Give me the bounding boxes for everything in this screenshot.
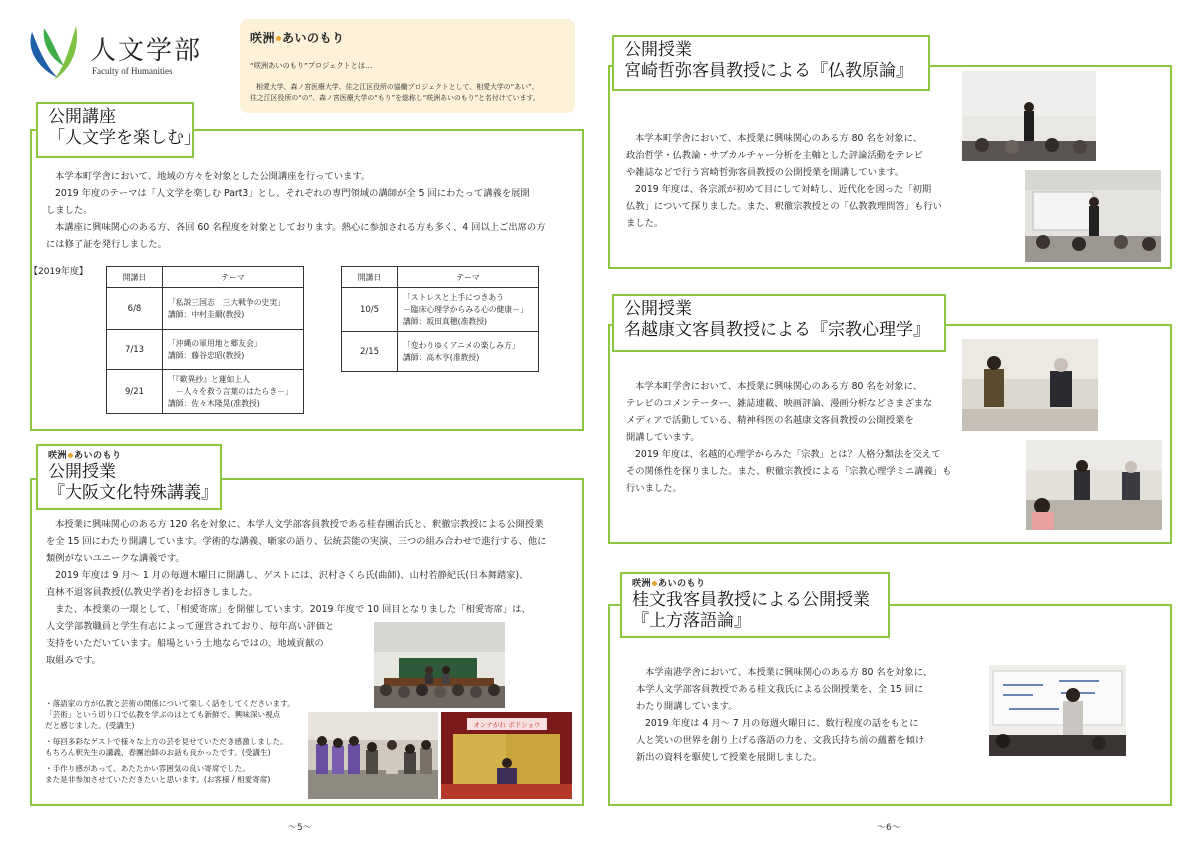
table-row: 9/21 「『歎異抄』と蓮如上人 －人々を救う言葉のはたらき－」 講師：佐々木隆晃(准教授) <box>107 370 304 414</box>
katsura-bunga-lecture-photo <box>989 665 1126 756</box>
rakugo-stage-photo <box>441 712 572 799</box>
section5-brand: 咲洲 あいのもり <box>632 579 706 589</box>
year-label: 【2019年度】 <box>29 267 88 277</box>
faculty-logo <box>24 22 214 82</box>
section4-body: 本学本町学舎において、本授業に興味関心のある方 80 名を対象に、 テレビのコメンテーター、雑誌連載、映画評論、漫画分析などさまざまな メディアで活動している、精神科医の名越康文客員教授の公開授業を 開講しています。 2019 年度は、名越的心理学からみた「宗教」とは？人格分類法を交えて その関係性を探りました。また、釈徹宗教授による「宗教心理学ミニ講義」も 行いました。 <box>626 381 952 494</box>
section2-body: 本授業に興味関心のある方 120 名を対象に、本学人文学部客員教授である桂春團治氏と、釈徹宗教授による公開授業 を全 15 回にわたり開講しています。学術的な講義、噺家の語り、伝統芸能の実演、三つの組み合わせで進行する、他に 類例がないユニークな講義です。 2019 年度は 9 月～ 1 月の毎週木曜日に開講し、ゲストには、沢村さくら氏(曲師)、山村若静紀氏(日本舞踏家)、 直林不退客員教授(仏教史学者)をお招きしました。 また、本授業の一環として、「相愛寄席」を開催しています。2019 年度で 10 回目となりました「相愛寄席」は、 人文学部教職員と学生有志によって運営されており、毎年高い評価と 支持をいただいています。船場という土地ならではの、地域貢献の 取組みです。 <box>46 519 547 666</box>
section1-title: 公開講座 「人文学を楽しむ」 <box>36 102 194 158</box>
section2-brand: 咲洲 あいのもり <box>48 451 122 461</box>
section2-comments: ・落語家の方が仏教と芸術の関係について楽しく話をしてくださいます。 「芸術」という切り口で仏教を学ぶのはとても新鮮で、興味深い視点 だと感じました。(受講生) ・毎回多彩なゲストで様々な上方の芸を見せていただき感激しました。 もちろん釈先生の講義、春團治師のお話も良かったです。(受講生) ・手作り感があって、あたたかい雰囲気の良い寄席でした。 また是非参加させていただきたいと思います。(お客様 / 相愛寄席) <box>45 699 295 784</box>
logo-subtitle: Faculty of Humanities <box>92 66 173 76</box>
promo-line1: “咲洲あいのもり”プロジェクトとは… <box>250 61 373 70</box>
table-row: 2/15 「変わりゆくアニメの楽しみ方」 講師：高木亨(准教授) <box>342 332 539 372</box>
table-row: 10/5 「ストレスと上手につきあう －臨床心理学からみる心の健康－」 講師：坂田真穂(准教授) <box>342 288 539 332</box>
rakugo-lecture-photo <box>374 622 505 708</box>
schedule-table-right <box>341 266 539 372</box>
table-row: 7/13 「沖縄の軍用地と郷友会」 講師：藤谷忠昭(教授) <box>107 330 304 370</box>
miyazaki-lecture-photo-2 <box>1025 170 1161 262</box>
nakoshi-lecture-photo-2 <box>1026 440 1162 530</box>
col-theme: テーマ <box>398 267 539 288</box>
promo-brand: 咲洲 あいのもり <box>250 31 345 45</box>
section1-body: 本学本町学舎において、地域の方々を対象とした公開講座を行っています。 2019 年度のテーマは「人文学を楽しむ Part3」とし、それぞれの専門領域の講師が全 5 回にわたって講義を展開 しました。 本講座に興味関心のある方、各回 60 名程度を対象としております。熱心に参加される方も多く、4 回以上ご出席の方 には修了証を発行しました。 <box>46 171 546 250</box>
promo-line2: 相愛大学、森ノ宮医療大学、住之江区役所の協働プロジェクトとして、相愛大学の“あい”、 <box>256 83 539 91</box>
section5-title: 咲洲 あいのもり 桂文我客員教授による公開授業 『上方落語論』 <box>620 572 890 638</box>
section2-title: 咲洲 あいのもり 公開授業 『大阪文化特殊講義』 <box>36 444 222 510</box>
section3-title: 公開授業 宮崎哲弥客員教授による『仏教原論』 <box>612 35 930 91</box>
miyazaki-lecture-photo-1 <box>962 71 1096 161</box>
page-number-left: ～5～ <box>288 823 312 833</box>
col-date: 開講日 <box>342 267 398 288</box>
audience-photo <box>308 712 438 799</box>
col-theme: テーマ <box>163 267 304 288</box>
col-date: 開講日 <box>107 267 163 288</box>
promo-line3: 住之江区役所の“の”、森ノ宮医療大学の“もり”を総称し“咲洲あいのもり”と名付けています。 <box>250 94 540 102</box>
section3-body: 本学本町学舎において、本授業に興味関心のある方 80 名を対象に、 政治哲学・仏教論・サブカルチャー分析を主軸とした評論活動をテレビ や雑誌などで行う宮崎哲弥客員教授の公開授業を開講しています。 2019 年度は、各宗派が初めて目にして対峙し、近代化を図った「初期 仏教」について探りました。また、釈徹宗教授との「仏教教理問答」も行い ました。 <box>626 133 942 229</box>
section4-title: 公開授業 名越康文客員教授による『宗教心理学』 <box>612 294 946 352</box>
table-row: 6/8 「私説三国志 三大戦争の史実」 講師：中村圭爾(教授) <box>107 288 304 330</box>
schedule-table-left <box>106 266 304 414</box>
nakoshi-lecture-photo-1 <box>962 339 1098 431</box>
logo-title: 人文学部 <box>90 36 203 66</box>
promo-box <box>240 19 575 113</box>
stage-banner-text: オンナがれ ポドショウ <box>473 721 541 729</box>
page-number-right: ～6～ <box>877 823 901 833</box>
section5-body: 本学南港学舎において、本授業に興味関心のある方 80 名を対象に、 本学人文学部客員教授である桂文我氏による公開授業を、全 15 回に わたり開講しています。 2019 年度は 4 月～ 7 月の毎週火曜日に、数行程度の話をもとに 人と笑いの世界を創り上げる落語の力を、文我氏持ち前の蘊蓄を傾け 新出の資料を駆使して授業を展開しました。 <box>636 667 933 763</box>
leaf-logo-icon <box>24 22 82 84</box>
